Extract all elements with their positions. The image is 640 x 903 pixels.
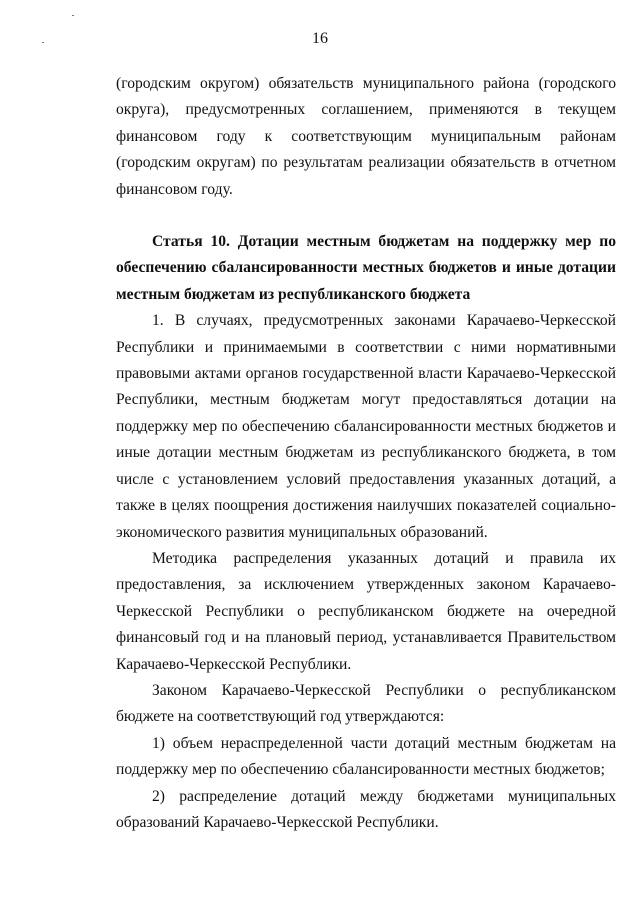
paragraph-continuation: (городским округом) обязательств муниципального района (городского округа), предусмотренных соглашением, применяются в текущем финансовом году к соответствующим муниципальным районам (городским округам) по результатам реализации обязательств в отчетном финансовом году. [116, 75, 616, 198]
paragraph-clause-1: 1. В случаях, предусмотренных законами Карачаево-Черкесской Республики и принимаемыми в соответствии с ними нормативными правовыми актами органов государственной власти Карачаево-Черкесской Республики, местным бюджетам могут предоставляться дотации на поддержку мер по обеспечению сбалансированности местных бюджетов и иные дотации местным бюджетам из республиканского бюджета, в том числе с установлением условий предоставления указанных дотаций, а также в целях поощрения достижения наилучших показателей социально-экономического развития муниципальных образований. [116, 312, 616, 541]
paragraph-law-approves: Законом Карачаево-Черкесской Республики о республиканском бюджете на соответствующий год утверждаются: [116, 681, 616, 726]
scan-speck [72, 15, 74, 16]
paragraph-methodology: Методика распределения указанных дотаций и правила их предоставления, за исключением утвержденных законом Карачаево-Черкесской Республики о республиканском бюджете на очередной финансовый год и на плановый период, устанавливается Правительством Карачаево-Черкесской Республики. [116, 549, 616, 673]
list-item-2: 2) распределение дотаций между бюджетами муниципальных образований Карачаево-Черкесской Республики. [116, 787, 616, 831]
article-heading: Статья 10. Дотации местным бюджетам на поддержку мер по обеспечению сбалансированности местных бюджетов и иные дотации местным бюджетам из республиканского бюджета [116, 233, 616, 303]
page-number: 16 [312, 30, 328, 47]
document-body [116, 71, 616, 836]
list-item-1: 1) объем нераспределенной части дотаций местным бюджетам на поддержку мер по обеспечению сбалансированности местных бюджетов; [116, 734, 616, 779]
